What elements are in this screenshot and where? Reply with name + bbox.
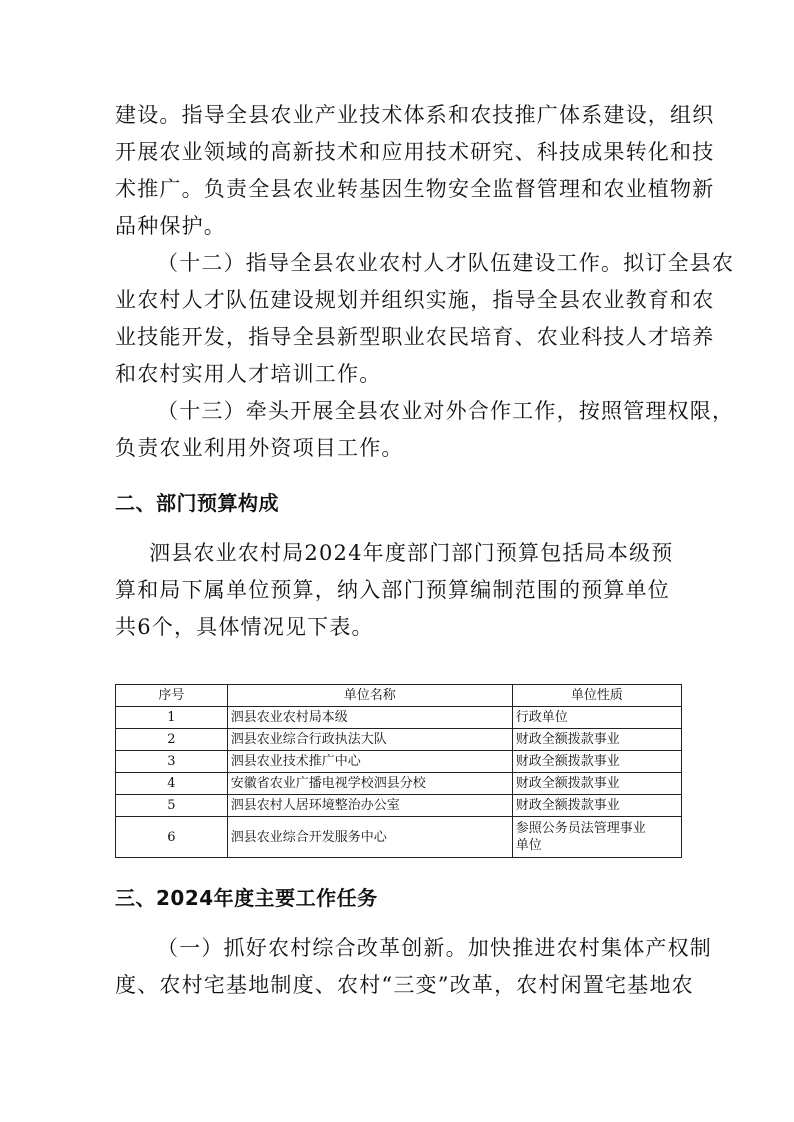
cell-type: 财政全额拨款事业 [512, 773, 681, 795]
cell-name: 安徽省农业广播电视学校泗县分校 [227, 773, 512, 795]
cell-type [512, 817, 681, 858]
text-line: 共6个，具体情况见下表。 [115, 615, 374, 639]
section-heading: 三、2024年度主要工作任务 [115, 886, 378, 910]
text-line: 建设。指导全县农业产业技术体系和农技推广体系建设，组织 [115, 103, 715, 127]
column-header-no: 序号 [116, 685, 228, 707]
section-heading: 二、部门预算构成 [115, 491, 279, 515]
body-paragraph [115, 245, 735, 393]
text-line: 品种保护。 [115, 214, 226, 238]
text-line: 泗县农业农村局2024年度部门部门预算包括局本级预 [149, 541, 674, 565]
body-paragraph [115, 393, 735, 467]
text-line: 度、农村宅基地制度、农村“三变”改革，农村闲置宅基地农 [115, 973, 694, 997]
cell-no: 6 [116, 817, 228, 858]
cell-no: 5 [116, 795, 228, 817]
table-header-row [116, 685, 682, 707]
text-line: 和农村实用人才培训工作。 [115, 362, 382, 386]
cell-name: 泗县农业综合开发服务中心 [227, 817, 512, 858]
table-row [116, 707, 682, 729]
cell-name: 泗县农业农村局本级 [227, 707, 512, 729]
cell-name: 泗县农业综合行政执法大队 [227, 729, 512, 751]
body-paragraph [115, 97, 715, 245]
body-paragraph [115, 535, 685, 646]
text-line: （一）抓好农村综合改革创新。加快推进农村集体产权制 [157, 936, 712, 960]
cell-no: 3 [116, 751, 228, 773]
cell-no: 2 [116, 729, 228, 751]
text-line: （十二）指导全县农业农村人才队伍建设工作。拟订全县农 [157, 251, 735, 275]
text-line: 算和局下属单位预算，纳入部门预算编制范围的预算单位 [115, 578, 670, 602]
text-line: 业技能开发，指导全县新型职业农民培育、农业科技人才培养 [115, 325, 715, 349]
table-row [116, 795, 682, 817]
cell-type: 行政单位 [512, 707, 681, 729]
cell-name: 泗县农业技术推广中心 [227, 751, 512, 773]
text-line: 开展农业领域的高新技术和应用技术研究、科技成果转化和技 [115, 140, 715, 164]
cell-no: 1 [116, 707, 228, 729]
cell-type: 财政全额拨款事业 [512, 729, 681, 751]
column-header-name: 单位名称 [227, 685, 512, 707]
table-row [116, 817, 682, 858]
cell-type-line: 单位 [515, 838, 542, 853]
body-paragraph [115, 930, 712, 1004]
column-header-type: 单位性质 [512, 685, 681, 707]
cell-no: 4 [116, 773, 228, 795]
table-row [116, 751, 682, 773]
cell-type: 财政全额拨款事业 [512, 751, 681, 773]
text-line: （十三）牵头开展全县农业对外合作工作，按照管理权限， [157, 399, 735, 423]
cell-type-line: 参照公务员法管理事业 [515, 821, 646, 836]
text-line: 负责农业利用外资项目工作。 [115, 436, 404, 460]
table-row [116, 729, 682, 751]
cell-type: 财政全额拨款事业 [512, 795, 681, 817]
budget-units-table [115, 684, 682, 858]
cell-name: 泗县农村人居环境整治办公室 [227, 795, 512, 817]
table-row [116, 773, 682, 795]
text-line: 业农村人才队伍建设规划并组织实施，指导全县农业教育和农 [115, 288, 715, 312]
text-line: 术推广。负责全县农业转基因生物安全监督管理和农业植物新 [115, 177, 715, 201]
